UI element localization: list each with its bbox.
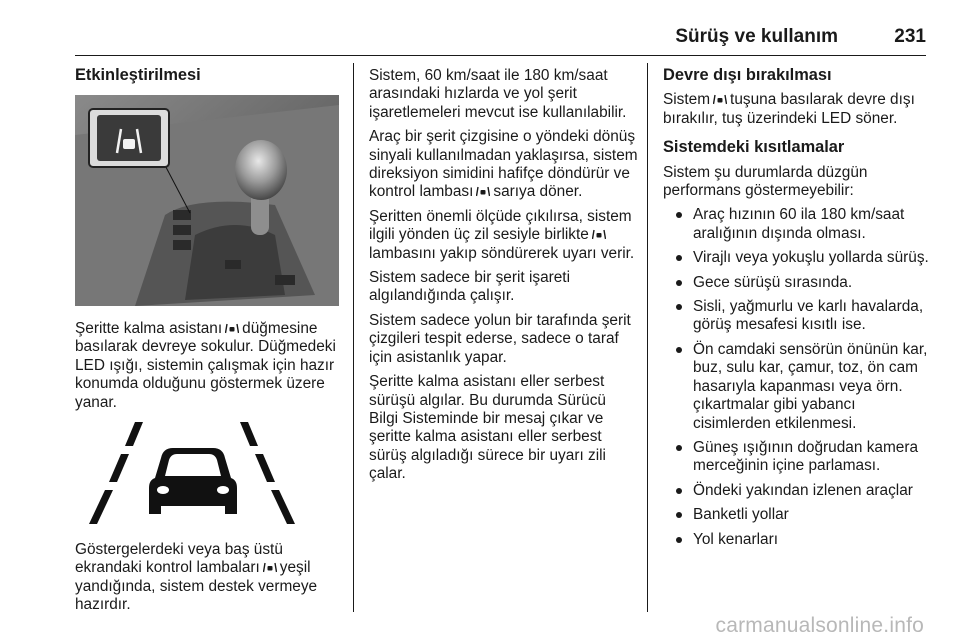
bullet-icon bbox=[676, 537, 682, 543]
bullet-icon bbox=[676, 212, 682, 218]
heading-activation: Etkinleştirilmesi bbox=[75, 66, 201, 84]
gear-console-photo bbox=[75, 95, 339, 306]
list-item: Öndeki yakından izlenen araçlar bbox=[663, 482, 931, 500]
lane-keep-assist-illustration bbox=[75, 418, 339, 524]
column-divider bbox=[647, 63, 648, 612]
bullet-icon bbox=[676, 445, 682, 451]
heading-deactivation: Devre dışı bırakılması bbox=[663, 66, 832, 84]
bullet-icon bbox=[676, 512, 682, 518]
indicator-paragraph bbox=[75, 541, 345, 615]
activation-text-b: düğmesine basılarak devreye sokulur. Düğmedeki LED ışığı, sistemin çalışmak için hazır konumda olduğunu göstermek üzere yanar. bbox=[75, 320, 336, 411]
speed-range-paragraph: Sistem, 60 km/saat ile 180 km/saat arasındaki hızlarda ve yol şerit işaretlemeleri mevcut ise kullanılabilir. bbox=[369, 67, 627, 121]
lane-keep-assist-icon bbox=[592, 228, 606, 240]
lane-keep-assist-icon bbox=[225, 322, 239, 334]
bullet-icon bbox=[676, 347, 682, 353]
column-left bbox=[75, 66, 345, 91]
single-lane-paragraph: Sistem sadece bir şerit işareti algılandığında çalışır. bbox=[369, 269, 571, 305]
indicator-text-b: yeşil yandığında, sistem destek vermeye hazırdır. bbox=[75, 559, 318, 614]
column-middle bbox=[369, 67, 639, 490]
deactivation-text-b: tuşuna basılarak devre dışı bırakılır, tuş üzerindeki LED söner. bbox=[663, 91, 915, 127]
list-item: Sisli, yağmurlu ve karlı havalarda, görüş mesafesi kısıtlı ise. bbox=[663, 298, 931, 335]
header-rule bbox=[75, 55, 926, 56]
list-item: Ön camdaki sensörün önünün kar, buz, sulu kar, çamur, toz, ön cam hasarıyla kapanması veya örn. çıkartmalar gibi yabancı cisimlerden etkilenmesi. bbox=[663, 341, 931, 433]
warning-paragraph bbox=[369, 208, 639, 263]
lane-keep-assist-icon bbox=[713, 93, 727, 105]
bullet-icon bbox=[676, 280, 682, 286]
limitations-list bbox=[663, 206, 931, 549]
warning-text-a: Şeritten önemli ölçüde çıkılırsa, sistem ilgili yönden üç zil sesiyle birlikte bbox=[369, 207, 632, 244]
column-divider bbox=[353, 63, 354, 612]
list-item: Araç hızının 60 ila 180 km/saat aralığının dışında olması. bbox=[663, 206, 931, 243]
deactivation-text-a: Sistem bbox=[663, 91, 711, 109]
watermark: carmanualsonline.info bbox=[715, 614, 924, 637]
heading-limitations: Sistemdeki kısıtlamalar bbox=[663, 138, 845, 157]
lane-keep-assist-icon bbox=[263, 561, 277, 573]
steering-text-b: sarıya döner. bbox=[493, 183, 583, 201]
bullet-icon bbox=[676, 488, 682, 494]
page-number: 231 bbox=[894, 26, 926, 47]
indicator-text-a: Göstergelerdeki veya baş üstü ekrandaki kontrol lambaları bbox=[75, 541, 283, 577]
lane-keep-assist-icon bbox=[476, 185, 490, 197]
page-header bbox=[640, 26, 926, 54]
steering-paragraph bbox=[369, 128, 639, 202]
list-item: Yol kenarları bbox=[663, 531, 931, 549]
limitations-intro: Sistem şu durumlarda düzgün performans göstermeyebilir: bbox=[663, 163, 868, 200]
list-item: Banketli yollar bbox=[663, 506, 931, 524]
one-side-paragraph: Sistem sadece yolun bir tarafında şerit çizgileri tespit ederse, sadece o taraf için asistanlık yapar. bbox=[369, 311, 631, 366]
column-left-bottom bbox=[75, 541, 345, 621]
bullet-icon bbox=[676, 255, 682, 261]
warning-text-b: lambasını yakıp söndürerek uyarı verir. bbox=[369, 244, 635, 262]
column-right bbox=[663, 66, 931, 555]
activation-text-a: Şeritte kalma asistanı bbox=[75, 320, 223, 337]
steering-text-a: Araç bir şerit çizgisine o yöndeki dönüş sinyali kullanılmadan yaklaşırsa, sistem direksiyon simidini hafifçe döndürür ve kontrol lambası bbox=[369, 128, 638, 201]
section-title: Sürüş ve kullanım bbox=[675, 26, 838, 47]
list-item: Virajlı veya yokuşlu yollarda sürüş. bbox=[663, 249, 931, 267]
deactivation-paragraph bbox=[663, 91, 931, 128]
list-item: Güneş ışığının doğrudan kamera merceğinin içine parlaması. bbox=[663, 439, 931, 476]
bullet-icon bbox=[676, 304, 682, 310]
column-left-text bbox=[75, 320, 345, 418]
hands-free-paragraph: Şeritte kalma asistanı eller serbest sürüşü algılar. Bu durumda Sürücü Bilgi Sisteminde bir mesaj çıkar ve şeritte kalma asistanı eller serbest sürüş algıladığı sürece bir uyarı zili çalar. bbox=[369, 373, 606, 483]
activation-paragraph bbox=[75, 320, 345, 412]
list-item: Gece sürüşü sırasında. bbox=[663, 274, 931, 292]
